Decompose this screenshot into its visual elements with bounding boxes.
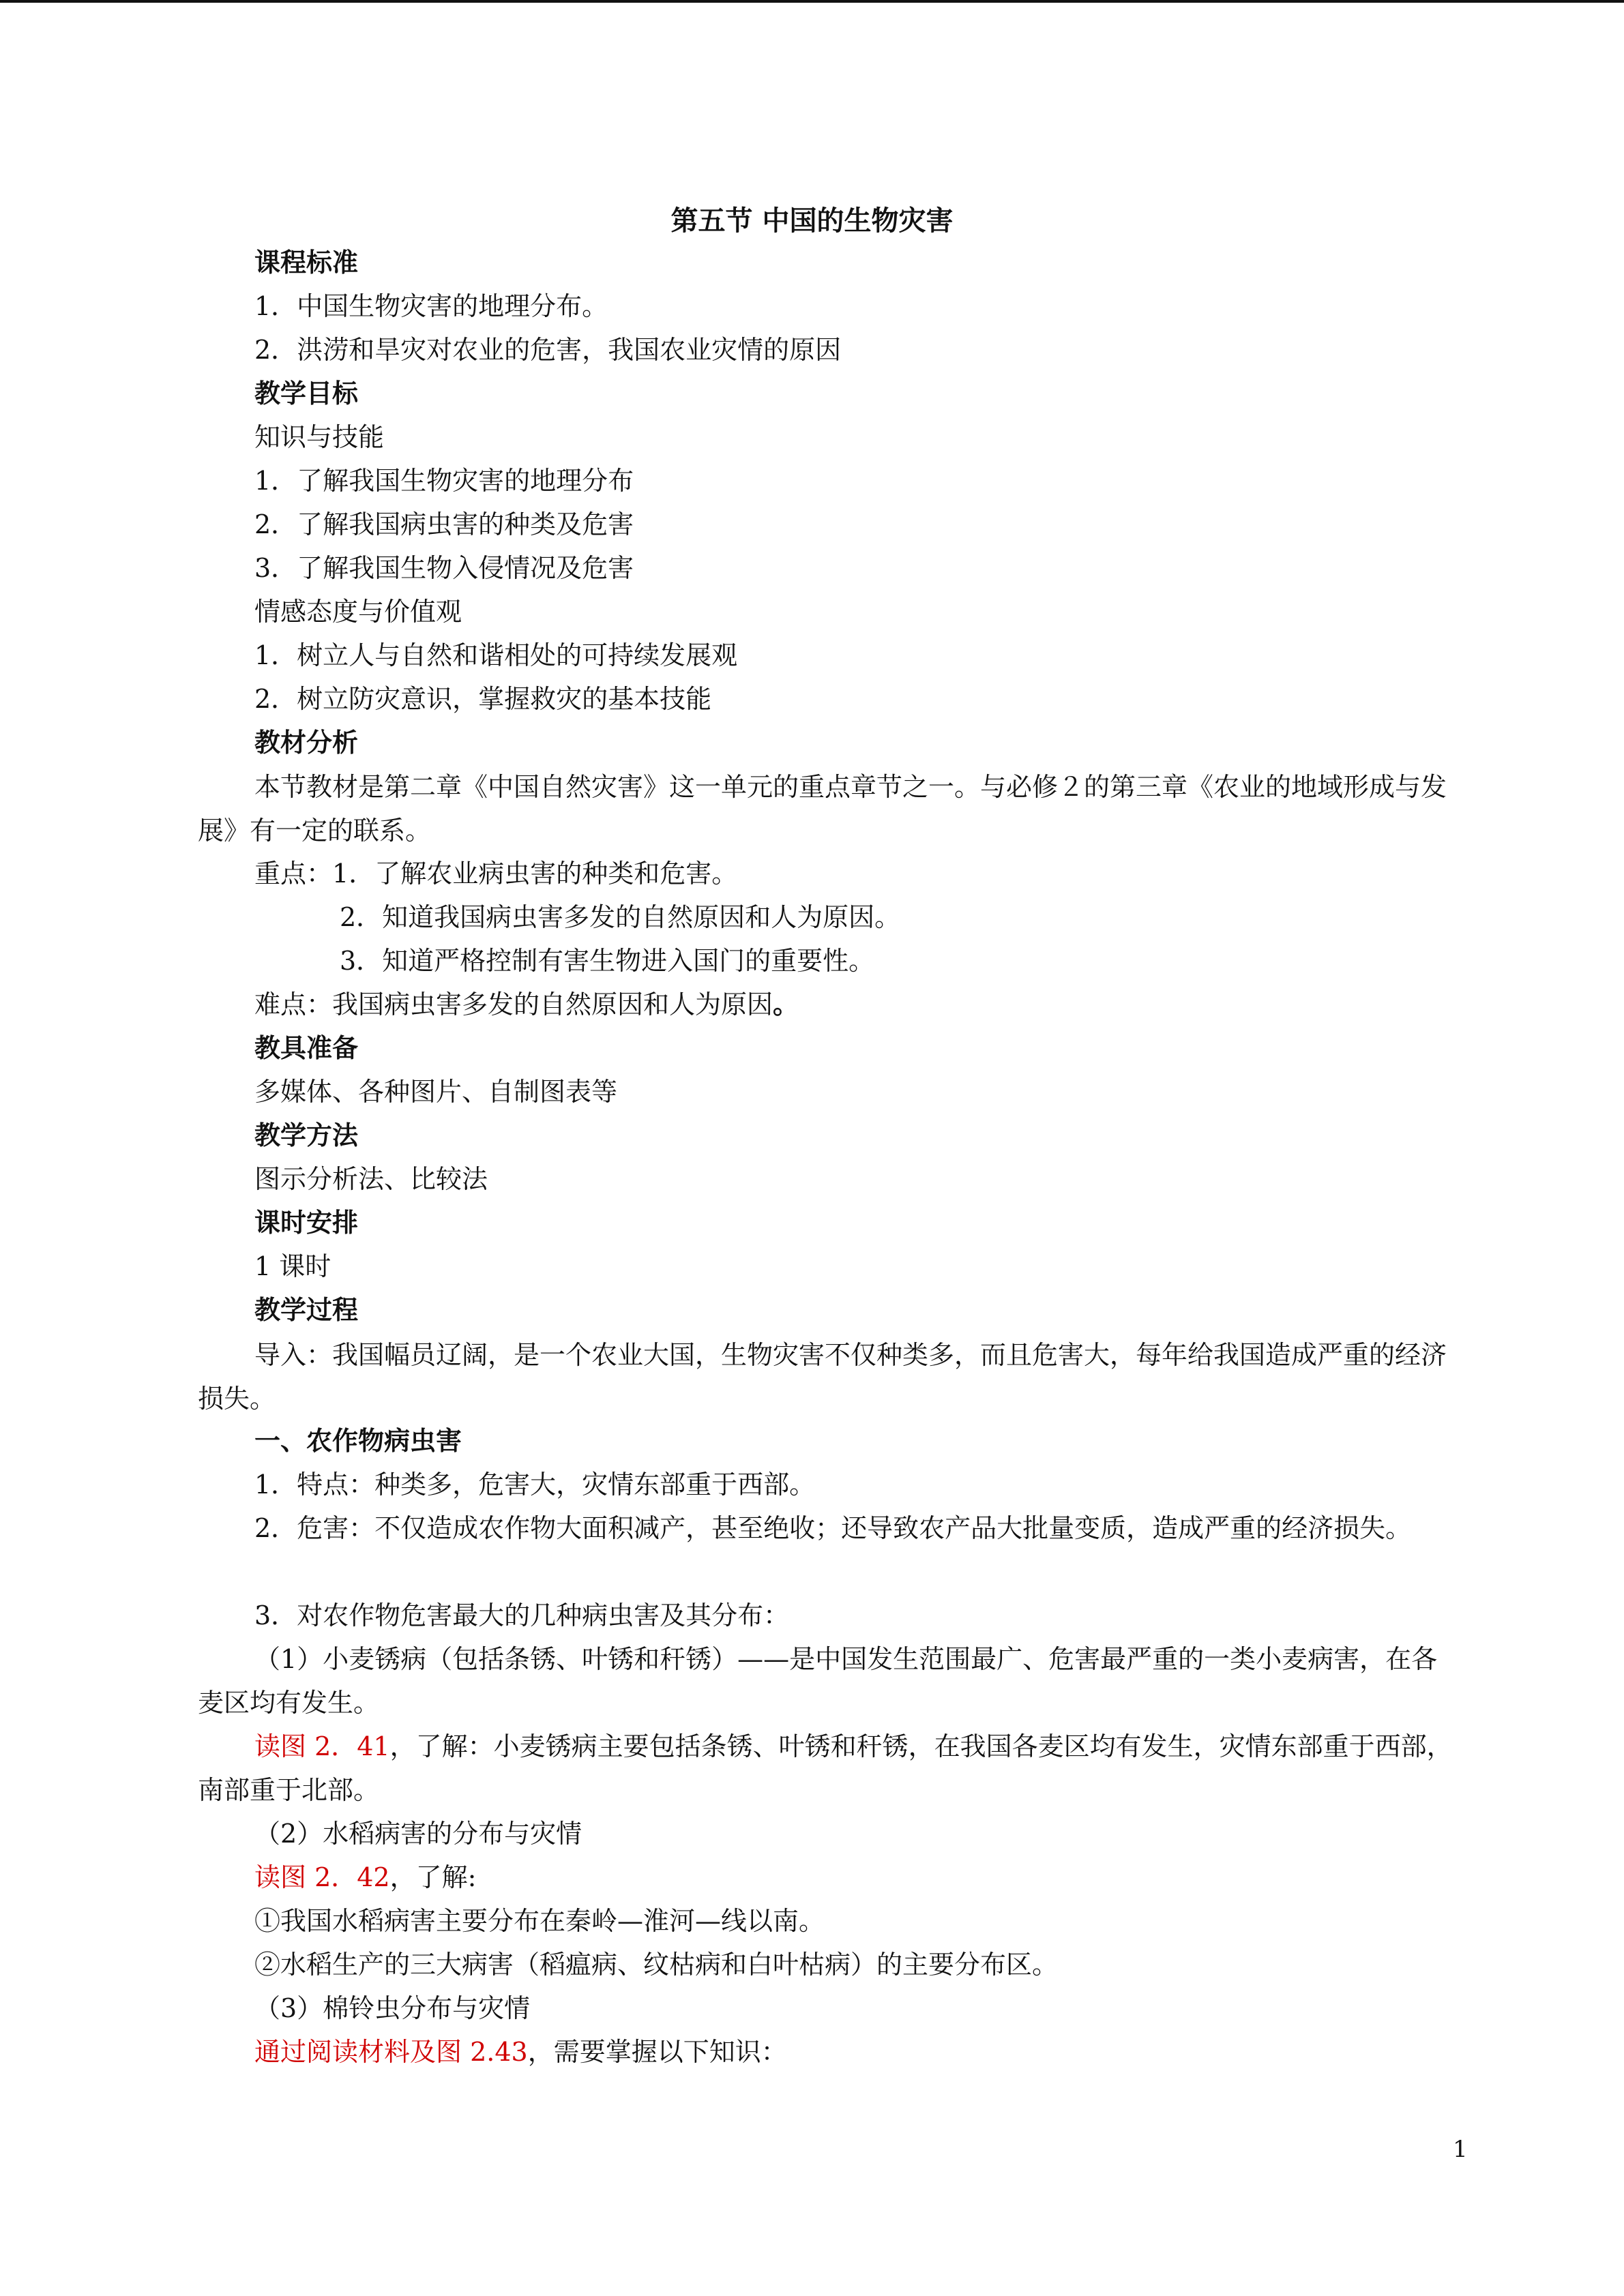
point-2-harm: 2．危害：不仅造成农作物大面积减产，甚至绝收；还导致农产品大批量变质，造成严重的经济损失。 — [254, 1513, 1412, 1543]
difficulty-period: 。 — [773, 989, 799, 1019]
analysis-paragraph: 本节教材是第二章《中国自然灾害》这一单元的重点章节之一。与必修２的第三章《农业的地域形成与发展》有一定的联系。 — [198, 772, 1447, 846]
focus-item-2: 2．知道我国病虫害多发的自然原因和人为原因。 — [340, 902, 901, 932]
method-text: 图示分析法、比较法 — [254, 1164, 488, 1194]
point-3-distribution: 3．对农作物危害最大的几种病虫害及其分布： — [254, 1600, 790, 1630]
emotion-item-1: 1．树立人与自然和谐相处的可持续发展观 — [254, 640, 738, 670]
heading-material-analysis: 教材分析 — [254, 727, 359, 758]
focus-label: 重点： — [254, 859, 333, 889]
wheat-rust-paragraph: （1）小麦锈病（包括条锈、叶锈和秆锈）——是中国发生范围最广、危害最严重的一类小麦病害，在各麦区均有发生。 — [198, 1644, 1438, 1718]
subheading-emotion: 情感态度与价值观 — [254, 597, 462, 627]
page-number: 1 — [1453, 2136, 1468, 2163]
knowledge-item-3: 3．了解我国生物入侵情况及危害 — [254, 553, 634, 583]
rice-item-1: ①我国水稻病害主要分布在秦岭—淮河—线以南。 — [254, 1906, 825, 1936]
standard-item-1: 1．中国生物灾害的地理分布。 — [254, 291, 608, 321]
focus-item-1 — [254, 854, 737, 893]
cotton-bollworm-heading: （3）棉铃虫分布与灾情 — [254, 1993, 531, 2023]
read-figure-2-42-text: ，了解: — [389, 1862, 477, 1892]
difficulty-text: 难点：我国病虫害多发的自然原因和人为原因 — [254, 989, 773, 1019]
read-figure-2-43-text: ，需要掌握以下知识： — [527, 2037, 787, 2067]
focus-item-3: 3．知道严格控制有害生物进入国门的重要性。 — [340, 946, 875, 976]
heading-process: 教学过程 — [254, 1294, 359, 1325]
difficulty-line — [254, 985, 799, 1024]
point-1-features: 1．特点：种类多，危害大，灾情东部重于西部。 — [254, 1470, 816, 1500]
knowledge-item-1: 1．了解我国生物灾害的地理分布 — [254, 466, 634, 496]
heading-course-standard: 课程标准 — [254, 247, 359, 278]
read-figure-2-42-line — [254, 1858, 476, 1896]
schedule-text: 1 课时 — [254, 1251, 331, 1281]
figure-ref-2-41: 读图 2．41 — [254, 1731, 390, 1761]
standard-item-2: 2．洪涝和旱灾对农业的危害，我国农业灾情的原因 — [254, 335, 842, 365]
heading-schedule: 课时安排 — [254, 1207, 359, 1238]
read-figure-2-41-text: ，了解：小麦锈病主要包括条锈、叶锈和秆锈，在我国各麦区均有发生，灾情东部重于西部，南部重于北部。 — [198, 1731, 1453, 1805]
top-border — [0, 0, 1624, 3]
heading-teaching-goals: 教学目标 — [254, 378, 359, 408]
read-figure-2-41-paragraph — [198, 1725, 1456, 1812]
emotion-item-2: 2．树立防灾意识，掌握救灾的基本技能 — [254, 684, 712, 714]
page-title: 第五节 中国的生物灾害 — [670, 205, 954, 237]
intro-paragraph: 导入：我国幅员辽阔，是一个农业大国，生物灾害不仅种类多，而且危害大，每年给我国造成严重的经济损失。 — [198, 1340, 1447, 1414]
rice-item-2: ②水稻生产的三大病害（稻瘟病、纹枯病和白叶枯病）的主要分布区。 — [254, 1950, 1059, 1980]
knowledge-item-2: 2．了解我国病虫害的种类及危害 — [254, 509, 634, 539]
heading-method: 教学方法 — [254, 1120, 359, 1150]
focus-text-1: 1．了解农业病虫害的种类和危害。 — [332, 859, 738, 889]
rice-disease-heading: （2）水稻病害的分布与灾情 — [254, 1819, 582, 1849]
read-figure-2-43-line — [254, 2033, 787, 2071]
figure-ref-2-42: 读图 2．42 — [254, 1862, 390, 1892]
subheading-knowledge: 知识与技能 — [254, 422, 385, 452]
tools-text: 多媒体、各种图片、自制图表等 — [254, 1077, 618, 1107]
figure-ref-2-43: 通过阅读材料及图 2.43 — [254, 2037, 528, 2067]
heading-tools: 教具准备 — [254, 1032, 359, 1063]
heading-crop-pests: 一、农作物病虫害 — [254, 1425, 462, 1456]
